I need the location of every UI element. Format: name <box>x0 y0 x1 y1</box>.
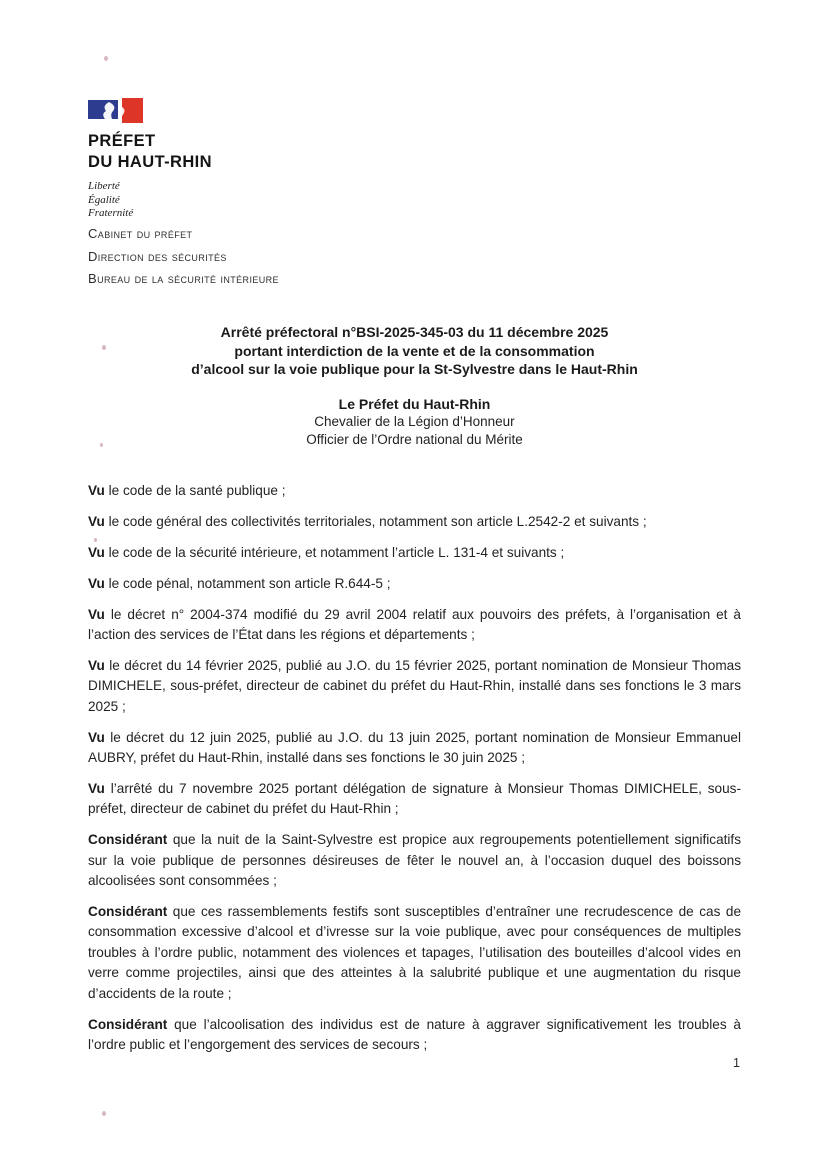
decree-paragraph <box>88 902 741 1004</box>
motto-line-liberte: Liberté <box>88 180 120 192</box>
scan-speck <box>102 345 106 350</box>
authority-distinction-2: Officier de l’Ordre national du Mérite <box>306 432 523 447</box>
scan-speck <box>102 1111 106 1116</box>
decree-paragraph <box>88 574 741 594</box>
institution-line-2: DU HAUT-RHIN <box>88 153 212 171</box>
decree-body <box>88 481 741 1066</box>
paragraph-text: le code de la sécurité intérieure, et notamment l’article L. 131-4 et suivants ; <box>104 544 565 560</box>
institution-line-1: PRÉFET <box>88 132 156 150</box>
decree-paragraph <box>88 830 741 891</box>
decree-paragraph <box>88 656 741 717</box>
authority-distinction-1: Chevalier de la Légion d’Honneur <box>314 414 515 429</box>
paragraph-lead: Vu <box>88 780 105 796</box>
paragraph-lead: Vu <box>88 483 105 498</box>
motto-line-fraternite: Fraternité <box>88 207 134 219</box>
paragraph-text: que ces rassemblements festifs sont susceptibles d’entraîner une recrudescence de cas de consommation excessive d’alcool et d’ivresse sur la voie publique, avec pour conséquences de multiples troubles à l’ordre public, notamment des violences et tapages, l’utilisation des bouteilles d’alcool vides en verre comme projectiles, ainsi que des atteintes à la salubrité publique et une augmentation du risque d’accidents de la route ; <box>88 904 741 1001</box>
paragraph-text: le décret du 12 juin 2025, publié au J.O. du 13 juin 2025, portant nomination de Monsieur Emmanuel AUBRY, préfet du Haut-Rhin, installé dans ses fonctions le 30 juin 2025 ; <box>88 729 741 766</box>
paragraph-lead: Considérant <box>88 904 168 919</box>
service-line-bureau: Bureau de la sécurité intérieure <box>88 271 279 287</box>
paragraph-text: que l’alcoolisation des individus est de nature à aggraver significativement les troubles à l’ordre public et l’engorgement des services de secours ; <box>88 1016 741 1052</box>
motto-line-egalite: Égalité <box>88 193 120 206</box>
authority-name: Le Préfet du Haut-Rhin <box>338 396 491 412</box>
paragraph-lead: Vu <box>88 729 105 745</box>
decree-title-line-1: Arrêté préfectoral n°BSI-2025-345-03 du 11 décembre 2025 <box>220 324 609 340</box>
paragraph-lead: Vu <box>88 513 105 529</box>
service-line-cabinet: Cabinet du préfet <box>88 226 193 241</box>
paragraph-text: le code général des collectivités territoriales, notamment son article L.2542-2 et suivants ; <box>104 513 647 529</box>
republic-motto <box>88 180 348 221</box>
paragraph-lead: Vu <box>88 606 105 622</box>
decree-title <box>88 323 741 379</box>
scan-speck <box>104 56 108 61</box>
paragraph-lead: Vu <box>88 575 105 591</box>
decree-title-line-2: portant interdiction de la vente et de la consommation <box>234 342 595 359</box>
institution-name <box>88 131 348 173</box>
decree-paragraph <box>88 779 741 820</box>
french-flag-marianne-icon <box>88 98 144 124</box>
paragraph-text: le décret n° 2004-374 modifié du 29 avril 2004 relatif aux pouvoirs des préfets, à l’organisation et à l’action des services de l’État dans les régions et départements ; <box>88 606 741 643</box>
paragraph-lead: Considérant <box>88 1016 168 1032</box>
decree-paragraph <box>88 728 741 769</box>
issuing-services <box>88 223 428 291</box>
paragraph-lead: Vu <box>88 657 105 673</box>
decree-paragraph <box>88 481 741 501</box>
paragraph-text: que la nuit de la Saint-Sylvestre est propice aux regroupements potentiellement significatifs sur la voie publique de personnes désireuses de fêter le nouvel an, à l’occasion duquel des boissons alcoolisées sont consommées ; <box>88 832 741 889</box>
decree-paragraph <box>88 512 741 532</box>
service-line-direction: Direction des sécurités <box>88 248 227 264</box>
scan-speck <box>94 538 97 542</box>
paragraph-lead: Vu <box>88 544 105 560</box>
decree-paragraph <box>88 543 741 563</box>
decree-paragraph <box>88 605 741 646</box>
authority-block <box>88 395 741 449</box>
paragraph-lead: Considérant <box>88 832 168 848</box>
paragraph-text: l’arrêté du 7 novembre 2025 portant délégation de signature à Monsieur Thomas DIMICHELE, sous-préfet, directeur de cabinet du préfet du Haut-Rhin ; <box>88 780 741 817</box>
decree-paragraph <box>88 1015 741 1056</box>
decree-title-line-3: d’alcool sur la voie publique pour la St-Sylvestre dans le Haut-Rhin <box>191 361 638 377</box>
prefecture-logo-block <box>88 98 348 221</box>
scan-speck <box>100 443 103 447</box>
page-number: 1 <box>733 1056 740 1070</box>
paragraph-text: le code pénal, notamment son article R.644-5 ; <box>104 575 391 591</box>
paragraph-text: le code de la santé publique ; <box>104 483 286 498</box>
paragraph-text: le décret du 14 février 2025, publié au J.O. du 15 février 2025, portant nomination de Monsieur Thomas DIMICHELE, sous-préfet, directeur de cabinet du préfet du Haut-Rhin, installé dans ses fonctions le 3 mars 2025 ; <box>88 657 741 714</box>
